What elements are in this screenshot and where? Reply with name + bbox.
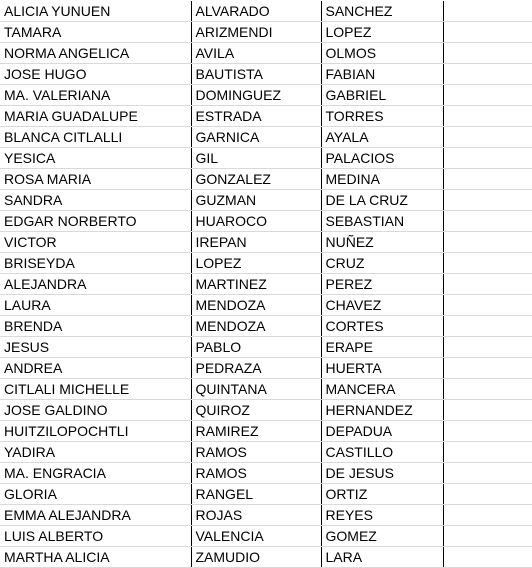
maternal-surname-cell[interactable]: CORTES bbox=[321, 316, 443, 337]
paternal-surname-cell[interactable]: GIL bbox=[191, 148, 321, 169]
paternal-surname-cell[interactable]: MENDOZA bbox=[191, 295, 321, 316]
first-name-cell[interactable]: MARIA GUADALUPE bbox=[0, 106, 191, 127]
empty-cell[interactable] bbox=[443, 85, 532, 106]
maternal-surname-cell[interactable]: SANCHEZ bbox=[321, 1, 443, 22]
paternal-surname-cell[interactable]: VALENCIA bbox=[191, 526, 321, 547]
paternal-surname-cell[interactable]: LOPEZ bbox=[191, 253, 321, 274]
maternal-surname-cell[interactable]: HUERTA bbox=[321, 358, 443, 379]
first-name-cell[interactable]: MA. ENGRACIA bbox=[0, 463, 191, 484]
maternal-surname-cell[interactable]: CHAVEZ bbox=[321, 295, 443, 316]
empty-cell[interactable] bbox=[443, 169, 532, 190]
table-row bbox=[0, 358, 532, 379]
first-name-cell[interactable]: BRISEYDA bbox=[0, 253, 191, 274]
empty-cell[interactable] bbox=[443, 211, 532, 232]
names-table-body bbox=[0, 1, 532, 568]
first-name-cell[interactable]: CITLALI MICHELLE bbox=[0, 379, 191, 400]
first-name-cell[interactable]: LUIS ALBERTO bbox=[0, 526, 191, 547]
names-table bbox=[0, 1, 532, 568]
maternal-surname-cell[interactable]: OLMOS bbox=[321, 43, 443, 64]
empty-cell[interactable] bbox=[443, 106, 532, 127]
first-name-cell[interactable]: MARTHA ALICIA bbox=[0, 547, 191, 568]
paternal-surname-cell[interactable]: GARNICA bbox=[191, 127, 321, 148]
empty-cell[interactable] bbox=[443, 337, 532, 358]
empty-cell[interactable] bbox=[443, 253, 532, 274]
paternal-surname-cell[interactable]: ESTRADA bbox=[191, 106, 321, 127]
first-name-cell[interactable]: ALEJANDRA bbox=[0, 274, 191, 295]
table-row bbox=[0, 463, 532, 484]
empty-cell[interactable] bbox=[443, 379, 532, 400]
paternal-surname-cell[interactable]: QUINTANA bbox=[191, 379, 321, 400]
empty-cell[interactable] bbox=[443, 316, 532, 337]
first-name-cell[interactable]: GLORIA bbox=[0, 484, 191, 505]
maternal-surname-cell[interactable]: FABIAN bbox=[321, 64, 443, 85]
empty-cell[interactable] bbox=[443, 421, 532, 442]
maternal-surname-cell[interactable]: REYES bbox=[321, 505, 443, 526]
empty-cell[interactable] bbox=[443, 232, 532, 253]
first-name-cell[interactable]: JOSE HUGO bbox=[0, 64, 191, 85]
first-name-cell[interactable]: EMMA ALEJANDRA bbox=[0, 505, 191, 526]
paternal-surname-cell[interactable]: HUAROCO bbox=[191, 211, 321, 232]
paternal-surname-cell[interactable]: BAUTISTA bbox=[191, 64, 321, 85]
first-name-cell[interactable]: ROSA MARIA bbox=[0, 169, 191, 190]
first-name-cell[interactable]: JOSE GALDINO bbox=[0, 400, 191, 421]
paternal-surname-cell[interactable]: ARIZMENDI bbox=[191, 22, 321, 43]
empty-cell[interactable] bbox=[443, 400, 532, 421]
paternal-surname-cell[interactable]: GUZMAN bbox=[191, 190, 321, 211]
empty-cell[interactable] bbox=[443, 547, 532, 568]
maternal-surname-cell[interactable]: DE LA CRUZ bbox=[321, 190, 443, 211]
maternal-surname-cell[interactable]: ERAPE bbox=[321, 337, 443, 358]
maternal-surname-cell[interactable]: CASTILLO bbox=[321, 442, 443, 463]
empty-cell[interactable] bbox=[443, 505, 532, 526]
table-row bbox=[0, 64, 532, 85]
maternal-surname-cell[interactable]: HERNANDEZ bbox=[321, 400, 443, 421]
maternal-surname-cell[interactable]: GABRIEL bbox=[321, 85, 443, 106]
first-name-cell[interactable]: JESUS bbox=[0, 337, 191, 358]
first-name-cell[interactable]: VICTOR bbox=[0, 232, 191, 253]
paternal-surname-cell[interactable]: QUIROZ bbox=[191, 400, 321, 421]
table-row bbox=[0, 43, 532, 64]
table-row bbox=[0, 421, 532, 442]
maternal-surname-cell[interactable]: CRUZ bbox=[321, 253, 443, 274]
paternal-surname-cell[interactable]: MARTINEZ bbox=[191, 274, 321, 295]
paternal-surname-cell[interactable]: IREPAN bbox=[191, 232, 321, 253]
maternal-surname-cell[interactable]: ORTIZ bbox=[321, 484, 443, 505]
table-row bbox=[0, 169, 532, 190]
paternal-surname-cell[interactable]: RAMOS bbox=[191, 463, 321, 484]
table-row bbox=[0, 379, 532, 400]
paternal-surname-cell[interactable]: DOMINGUEZ bbox=[191, 85, 321, 106]
maternal-surname-cell[interactable]: PALACIOS bbox=[321, 148, 443, 169]
maternal-surname-cell[interactable]: NUÑEZ bbox=[321, 232, 443, 253]
empty-cell[interactable] bbox=[443, 463, 532, 484]
maternal-surname-cell[interactable]: TORRES bbox=[321, 106, 443, 127]
table-row bbox=[0, 106, 532, 127]
empty-cell[interactable] bbox=[443, 526, 532, 547]
maternal-surname-cell[interactable]: LOPEZ bbox=[321, 22, 443, 43]
table-row bbox=[0, 127, 532, 148]
paternal-surname-cell[interactable]: MENDOZA bbox=[191, 316, 321, 337]
table-row bbox=[0, 295, 532, 316]
table-row bbox=[0, 22, 532, 43]
maternal-surname-cell[interactable]: MANCERA bbox=[321, 379, 443, 400]
maternal-surname-cell[interactable]: AYALA bbox=[321, 127, 443, 148]
table-row bbox=[0, 148, 532, 169]
paternal-surname-cell[interactable]: AVILA bbox=[191, 43, 321, 64]
first-name-cell[interactable]: YESICA bbox=[0, 148, 191, 169]
paternal-surname-cell[interactable]: ZAMUDIO bbox=[191, 547, 321, 568]
table-row bbox=[0, 211, 532, 232]
maternal-surname-cell[interactable]: SEBASTIAN bbox=[321, 211, 443, 232]
empty-cell[interactable] bbox=[443, 274, 532, 295]
table-row bbox=[0, 190, 532, 211]
table-row bbox=[0, 232, 532, 253]
table-row bbox=[0, 526, 532, 547]
table-row bbox=[0, 442, 532, 463]
empty-cell[interactable] bbox=[443, 442, 532, 463]
paternal-surname-cell[interactable]: RANGEL bbox=[191, 484, 321, 505]
first-name-cell[interactable]: BLANCA CITLALLI bbox=[0, 127, 191, 148]
first-name-cell[interactable]: ALICIA YUNUEN bbox=[0, 1, 191, 22]
empty-cell[interactable] bbox=[443, 1, 532, 22]
first-name-cell[interactable]: BRENDA bbox=[0, 316, 191, 337]
table-row bbox=[0, 253, 532, 274]
empty-cell[interactable] bbox=[443, 127, 532, 148]
paternal-surname-cell[interactable]: RAMOS bbox=[191, 442, 321, 463]
table-row bbox=[0, 505, 532, 526]
paternal-surname-cell[interactable]: ROJAS bbox=[191, 505, 321, 526]
table-row bbox=[0, 337, 532, 358]
first-name-cell[interactable]: YADIRA bbox=[0, 442, 191, 463]
first-name-cell[interactable]: MA. VALERIANA bbox=[0, 85, 191, 106]
maternal-surname-cell[interactable]: PEREZ bbox=[321, 274, 443, 295]
paternal-surname-cell[interactable]: GONZALEZ bbox=[191, 169, 321, 190]
maternal-surname-cell[interactable]: GOMEZ bbox=[321, 526, 443, 547]
table-row bbox=[0, 1, 532, 22]
empty-cell[interactable] bbox=[443, 64, 532, 85]
first-name-cell[interactable]: EDGAR NORBERTO bbox=[0, 211, 191, 232]
paternal-surname-cell[interactable]: PEDRAZA bbox=[191, 358, 321, 379]
first-name-cell[interactable]: LAURA bbox=[0, 295, 191, 316]
empty-cell[interactable] bbox=[443, 295, 532, 316]
first-name-cell[interactable]: TAMARA bbox=[0, 22, 191, 43]
maternal-surname-cell[interactable]: DEPADUA bbox=[321, 421, 443, 442]
maternal-surname-cell[interactable]: DE JESUS bbox=[321, 463, 443, 484]
table-row bbox=[0, 316, 532, 337]
first-name-cell[interactable]: ANDREA bbox=[0, 358, 191, 379]
empty-cell[interactable] bbox=[443, 190, 532, 211]
empty-cell[interactable] bbox=[443, 43, 532, 64]
first-name-cell[interactable]: SANDRA bbox=[0, 190, 191, 211]
table-row bbox=[0, 274, 532, 295]
paternal-surname-cell[interactable]: ALVARADO bbox=[191, 1, 321, 22]
empty-cell[interactable] bbox=[443, 358, 532, 379]
empty-cell[interactable] bbox=[443, 148, 532, 169]
paternal-surname-cell[interactable]: RAMIREZ bbox=[191, 421, 321, 442]
empty-cell[interactable] bbox=[443, 484, 532, 505]
table-row bbox=[0, 547, 532, 568]
paternal-surname-cell[interactable]: PABLO bbox=[191, 337, 321, 358]
first-name-cell[interactable]: HUITZILOPOCHTLI bbox=[0, 421, 191, 442]
empty-cell[interactable] bbox=[443, 22, 532, 43]
table-row bbox=[0, 484, 532, 505]
maternal-surname-cell[interactable]: LARA bbox=[321, 547, 443, 568]
maternal-surname-cell[interactable]: MEDINA bbox=[321, 169, 443, 190]
table-row bbox=[0, 85, 532, 106]
first-name-cell[interactable]: NORMA ANGELICA bbox=[0, 43, 191, 64]
table-row bbox=[0, 400, 532, 421]
